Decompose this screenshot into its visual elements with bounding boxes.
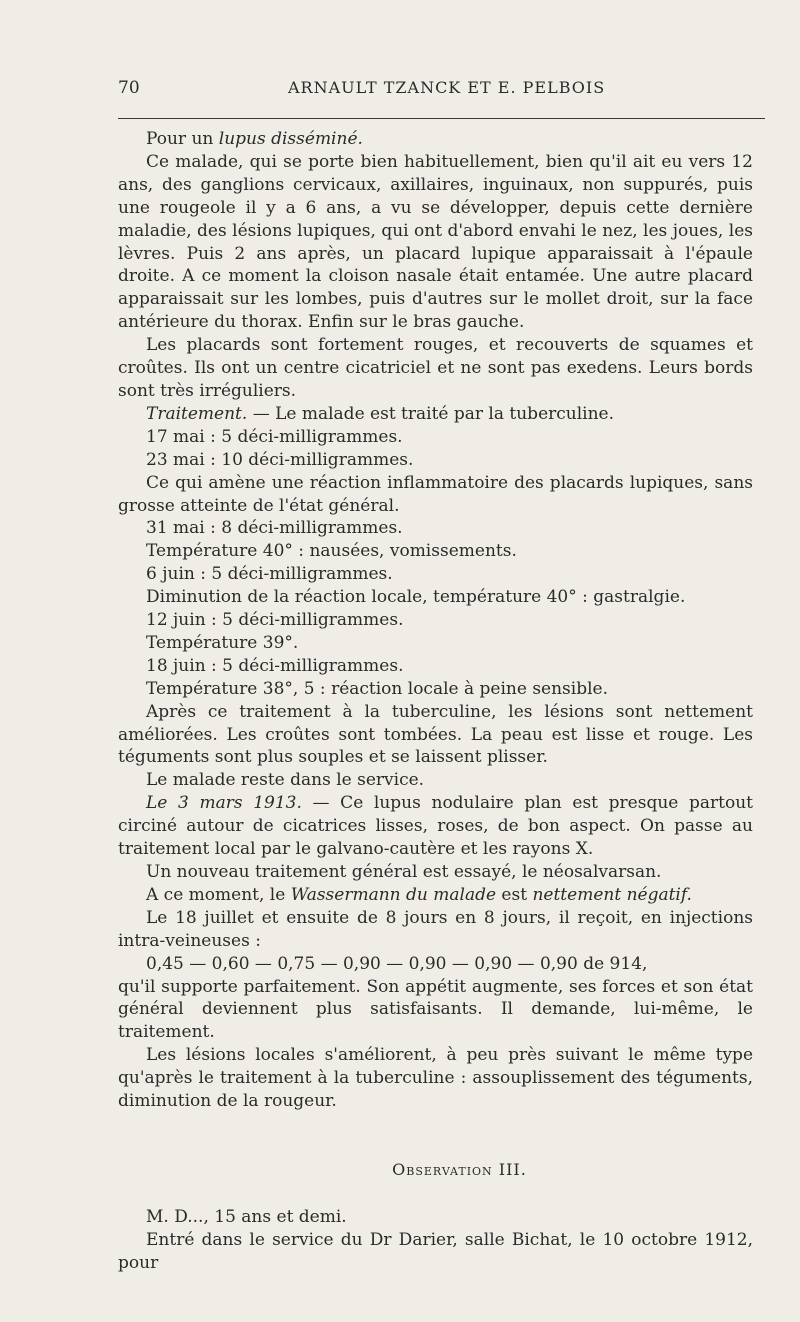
paragraph: A ce moment, le Wassermann du malade est nettement négatif. (146, 884, 692, 905)
paragraph: Un nouveau traitement général est essayé, le néosalvarsan. (146, 862, 662, 882)
running-head: ARNAULT TZANCK ET E. PELBOIS (288, 78, 606, 97)
paragraph: Température 38°, 5 : réaction locale à peine sensible. (146, 678, 609, 699)
paragraph: Le 18 juillet et ensuite de 8 jours en 8 jours, il reçoit, en injections intra-veineuses : (118, 907, 753, 951)
observation-title: Observation III. (392, 1159, 527, 1179)
paragraph: Ce qui amène une réaction inflammatoire des placards lupiques, sans grosse atteinte de l'état général. (118, 472, 753, 516)
paragraph: 0,45 — 0,60 — 0,75 — 0,90 — 0,90 — 0,90 — 0,90 de 914, (146, 953, 648, 974)
page-header (118, 78, 765, 102)
paragraph: 23 mai : 10 déci-milligrammes. (146, 449, 414, 470)
paragraph: 17 mai : 5 déci-milligrammes. (146, 426, 403, 447)
paragraph: Entré dans le service du Dr Darier, salle Bichat, le 10 octobre 1912, pour (118, 1229, 753, 1273)
paragraph: Ce malade, qui se porte bien habituellement, bien qu'il ait eu vers 12 ans, des ganglions cervicaux, axillaires, inguinaux, non suppurés, puis une rougeole il y a 6 ans, a vu se développer, depuis cette dernière maladie, des lésions lupiques, qui ont d'abord envahi le nez, les joues, les lèvres. Puis 2 ans après, un placard lupique apparaissait à l'épaule droite. A ce moment la cloison nasale était entamée. Une autre placard apparaissait sur les lombes, puis d'autres sur le mollet droit, sur la face antérieure du thorax. Enfin sur le bras gauche. (118, 151, 753, 333)
body-text (118, 128, 753, 1275)
paragraph: 6 juin : 5 déci-milligrammes. (146, 564, 393, 585)
paragraph: 12 juin : 5 déci-milligrammes. (146, 610, 404, 631)
paragraph: Diminution de la réaction locale, température 40° : gastralgie. (146, 587, 686, 608)
paragraph: Après ce traitement à la tuberculine, les lésions sont nettement améliorées. Les croûtes sont tombées. La peau est lisse et rouge. Les téguments sont plus souples et se laissent plisser. (118, 701, 753, 768)
paragraph: qu'il supporte parfaitement. Son appétit augmente, ses forces et son état général deviennent plus satisfaisants. Il demande, lui-même, le traitement. (118, 976, 753, 1043)
paragraph: Température 39°. (146, 632, 299, 653)
paragraph: Le 3 mars 1913. — Ce lupus nodulaire plan est presque partout circiné autour de cicatrices lisses, roses, de bon aspect. On passe au traitement local par le galvano-cautère et les rayons X. (118, 793, 753, 860)
paragraph: Le malade reste dans le service. (146, 770, 425, 791)
paragraph: Les placards sont fortement rouges, et recouverts de squames et croûtes. Ils ont un centre cicatriciel et ne sont pas exedens. Leurs bords sont très irréguliers. (118, 335, 753, 401)
header-rule (118, 118, 765, 119)
paragraph: Les lésions locales s'améliorent, à peu près suivant le même type qu'après le traitement à la tuberculine : assouplissement des téguments, diminution de la rougeur. (118, 1045, 753, 1112)
paragraph: Traitement. — Le malade est traité par la tuberculine. (146, 403, 615, 424)
paragraph: Température 40° : nausées, vomissements. (146, 541, 517, 562)
paragraph: 31 mai : 8 déci-milligrammes. (146, 518, 403, 539)
page-number: 70 (118, 78, 140, 98)
paragraph: M. D..., 15 ans et demi. (146, 1206, 347, 1227)
paragraph: 18 juin : 5 déci-milligrammes. (146, 655, 404, 676)
paragraph: Pour un lupus disséminé. (146, 129, 363, 149)
